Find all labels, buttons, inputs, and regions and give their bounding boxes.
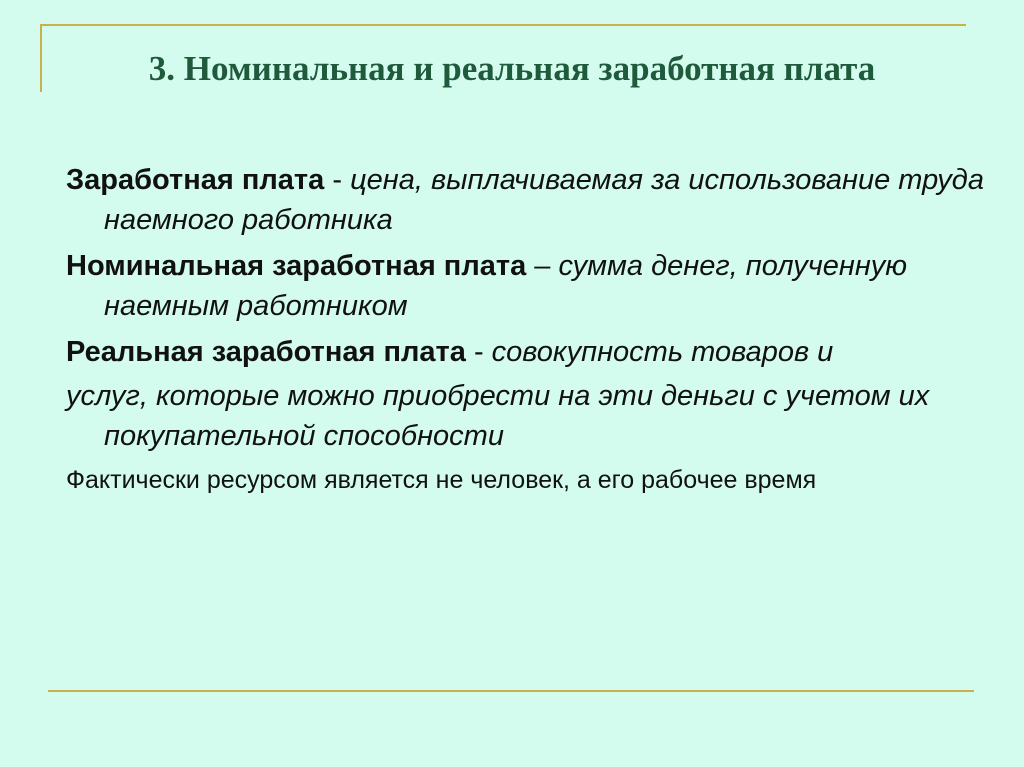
definition-item bbox=[66, 246, 986, 326]
term: Номинальная заработная плата bbox=[66, 250, 527, 282]
separator: - bbox=[324, 164, 351, 196]
slide-body bbox=[66, 160, 986, 498]
definition-continuation: услуг, которые можно приобрести на эти деньги с учетом их покупательной способности bbox=[66, 380, 930, 452]
note-text: Фактически ресурсом является не человек, а его рабочее время bbox=[66, 466, 817, 494]
definition: цена, выплачиваемая за использование труда наемного работника bbox=[104, 164, 984, 236]
definition-item bbox=[66, 332, 986, 372]
definition: совокупность товаров и bbox=[491, 336, 834, 368]
term: Реальная заработная плата bbox=[66, 336, 466, 368]
separator: – bbox=[526, 250, 559, 282]
bottom-divider bbox=[48, 690, 974, 692]
separator: - bbox=[465, 336, 492, 368]
term: Заработная плата bbox=[66, 164, 325, 196]
definition: сумма денег, полученную наемным работником bbox=[104, 250, 908, 322]
definition-item bbox=[66, 160, 986, 240]
left-divider bbox=[40, 24, 42, 92]
slide-title: 3. Номинальная и реальная заработная плата bbox=[148, 49, 876, 88]
top-divider bbox=[40, 24, 966, 26]
